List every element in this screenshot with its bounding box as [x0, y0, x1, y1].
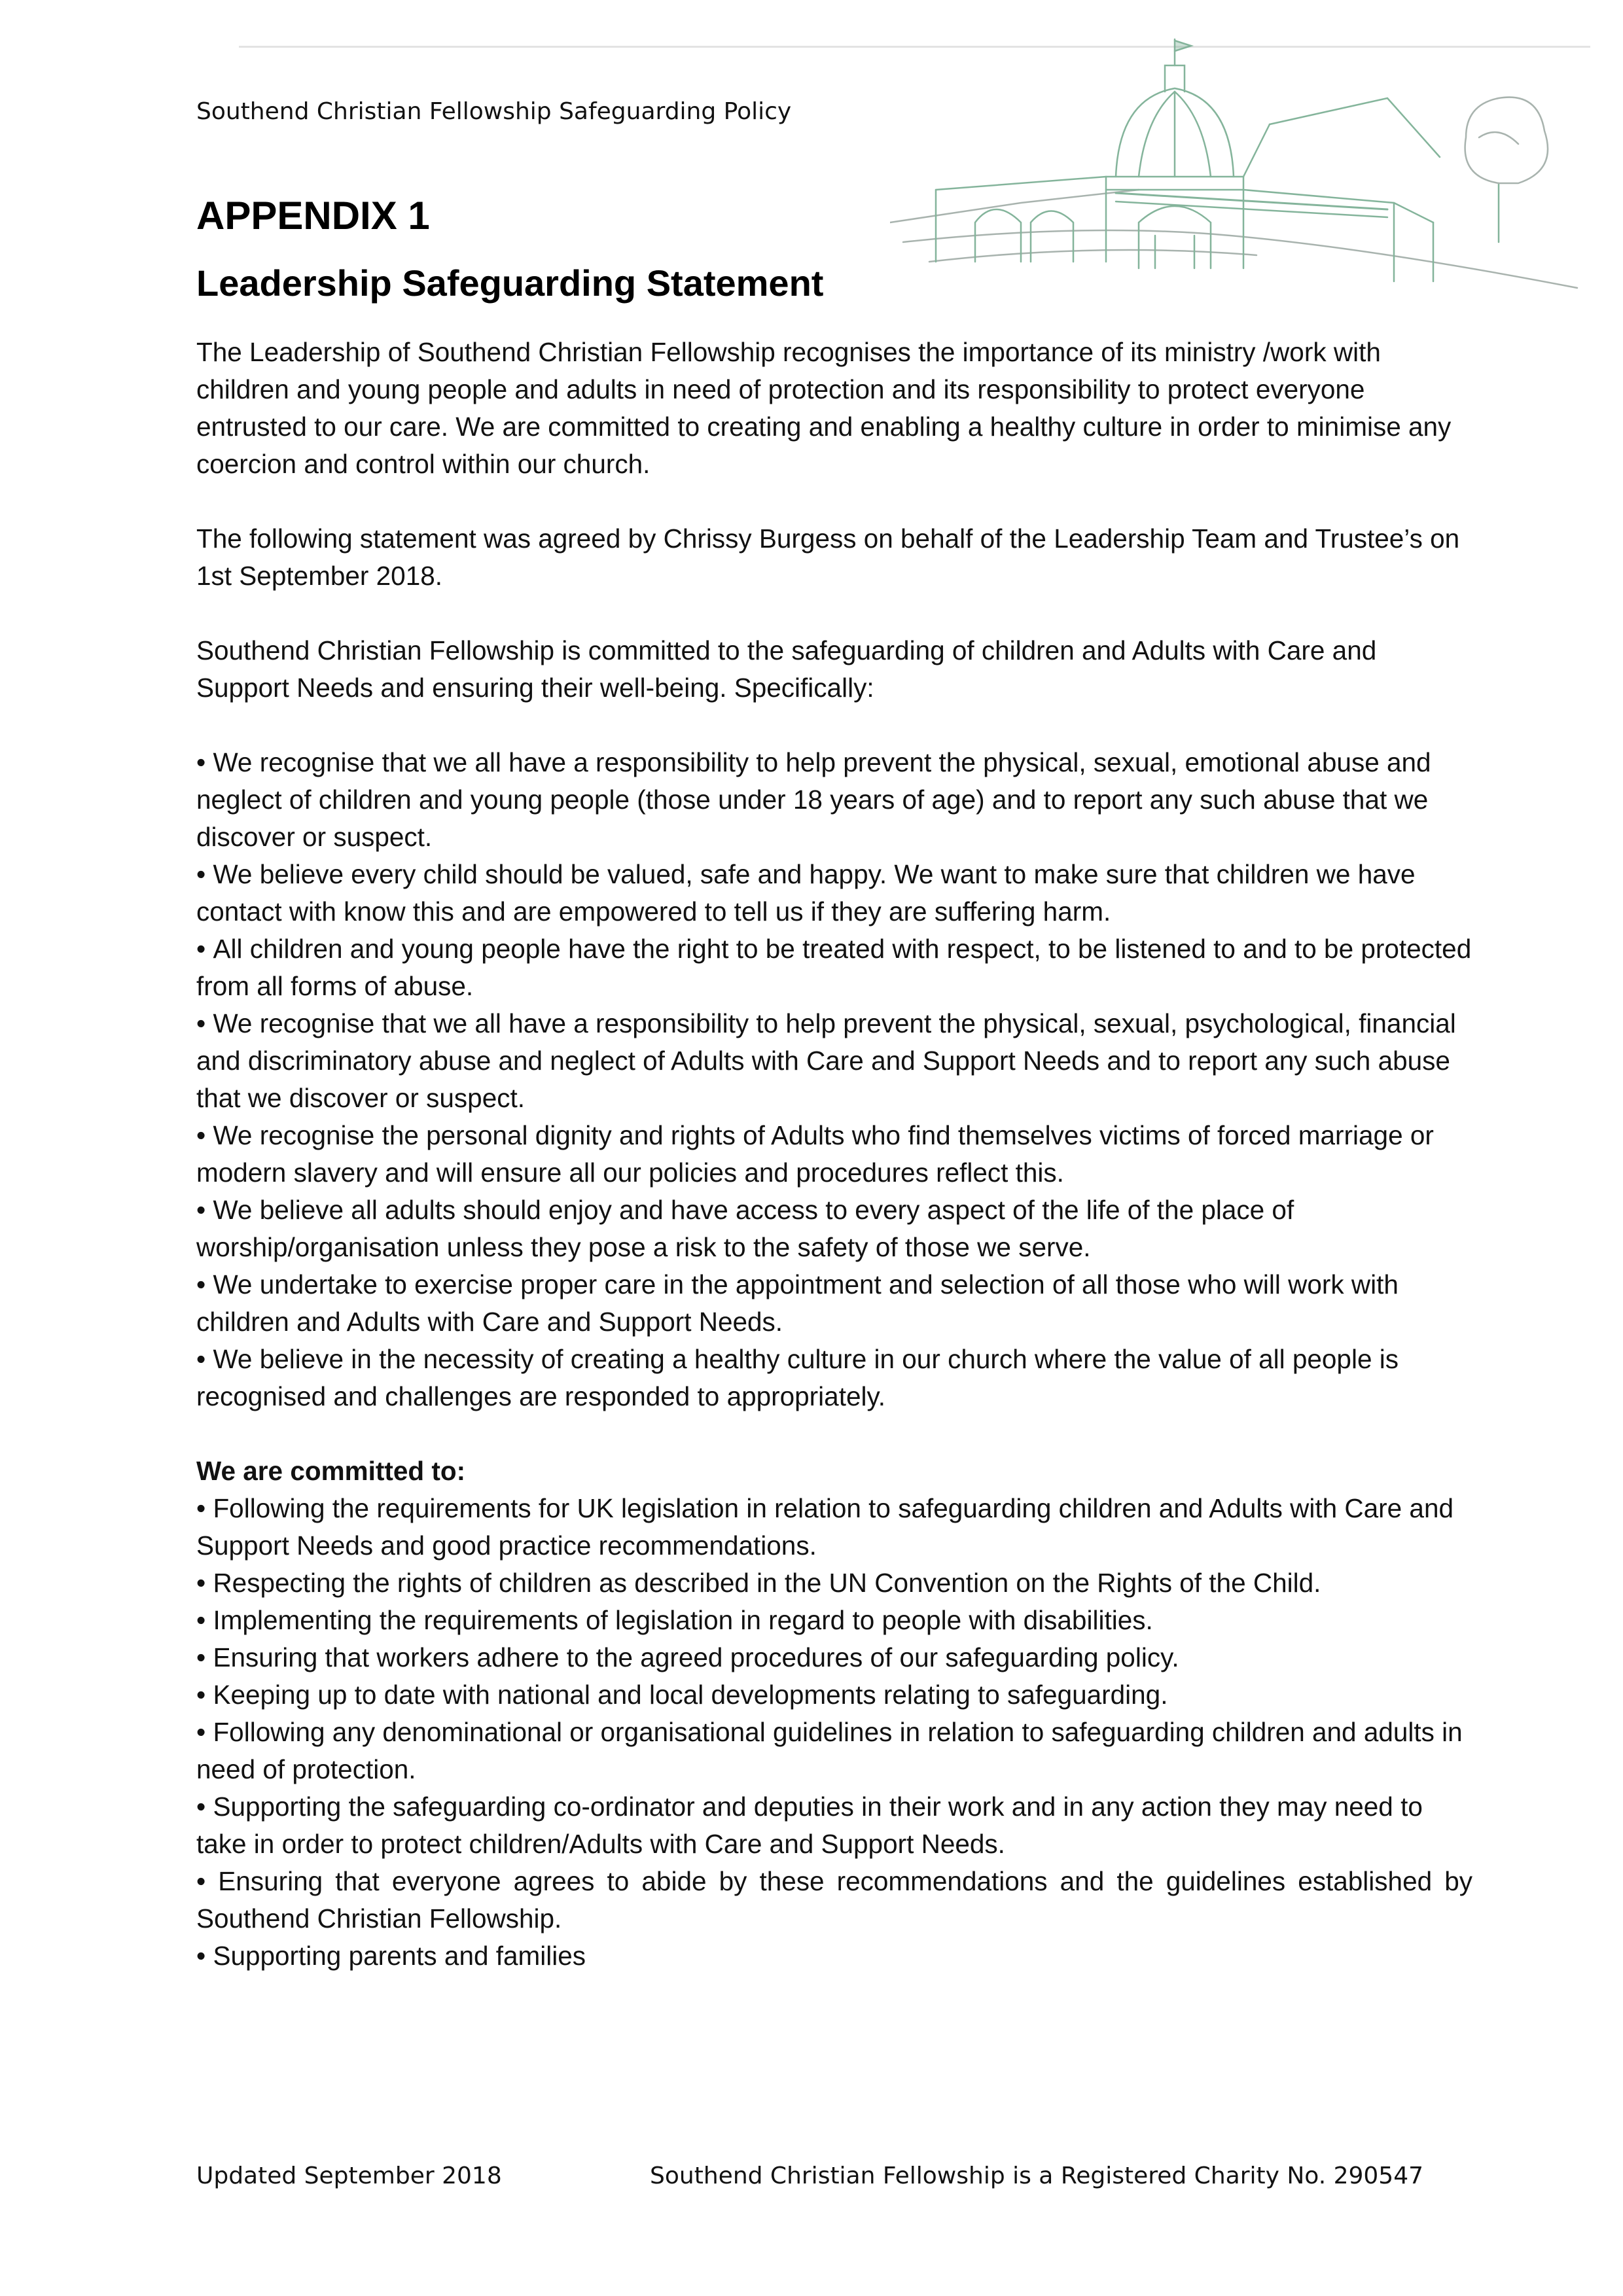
commitments-list: [196, 1490, 1472, 1975]
list-item: • We undertake to exercise proper care in the appointment and selection of all those who will work with children and Adults with Care and Support Needs.: [196, 1266, 1472, 1341]
list-item: • We recognise that we all have a responsibility to help prevent the physical, sexual, emotional abuse and neglect of children and young people (those under 18 years of age) and to report any such abuse that we discover or suspect.: [196, 744, 1472, 856]
statement-title: Leadership Safeguarding Statement: [196, 262, 824, 304]
list-item: • Ensuring that workers adhere to the agreed procedures of our safeguarding policy.: [196, 1639, 1472, 1676]
document-body: [196, 334, 1472, 1975]
list-item: • Supporting the safeguarding co-ordinator and deputies in their work and in any action they may need to take in order to protect children/Adults with Care and Support Needs.: [196, 1788, 1472, 1863]
intro-paragraph: The Leadership of Southend Christian Fellowship recognises the importance of its ministry /work with children and young people and adults in need of protection and its responsibility to protect everyone entrusted to our care. We are committed to creating and enabling a healthy culture in order to minimise any coercion and control within our church.: [196, 337, 1452, 479]
commitment-intro-paragraph: Southend Christian Fellowship is committed to the safeguarding of children and Adults with Care and Support Needs and ensuring their well-being. Specifically:: [196, 635, 1377, 703]
list-item: • We recognise the personal dignity and rights of Adults who find themselves victims of forced marriage or modern slavery and will ensure all our policies and procedures reflect this.: [196, 1117, 1472, 1192]
church-sketch-illustration: [890, 26, 1584, 314]
list-item: • Respecting the rights of children as described in the UN Convention on the Rights of the Child.: [196, 1564, 1472, 1602]
list-item: • We recognise that we all have a responsibility to help prevent the physical, sexual, psychological, financial and discriminatory abuse and neglect of Adults with Care and Support Needs and to report any such abuse that we discover or suspect.: [196, 1005, 1472, 1117]
list-item: • Keeping up to date with national and local developments relating to safeguarding.: [196, 1676, 1472, 1714]
list-item: • We believe every child should be valued, safe and happy. We want to make sure that children we have contact with know this and are empowered to tell us if they are suffering harm.: [196, 856, 1472, 930]
footer-updated: Updated September 2018: [196, 2163, 502, 2189]
appendix-heading: APPENDIX 1: [196, 194, 430, 238]
list-item: • Following the requirements for UK legislation in relation to safeguarding children and Adults with Care and Support Needs and good practice recommendations.: [196, 1490, 1472, 1564]
list-item: • Supporting parents and families: [196, 1937, 1472, 1975]
list-item: • All children and young people have the right to be treated with respect, to be listened to and to be protected from all forms of abuse.: [196, 930, 1472, 1005]
specific-points-list: [196, 744, 1472, 1415]
running-header: Southend Christian Fellowship Safeguarding Policy: [196, 98, 792, 125]
footer-charity-number: Southend Christian Fellowship is a Registered Charity No. 290547: [650, 2163, 1423, 2189]
list-item: • Following any denominational or organisational guidelines in relation to safeguarding children and adults in need of protection.: [196, 1714, 1472, 1788]
agreement-paragraph: The following statement was agreed by Chrissy Burgess on behalf of the Leadership Team and Trustee’s on 1st September 2018.: [196, 523, 1460, 591]
list-item: • Implementing the requirements of legislation in regard to people with disabilities.: [196, 1602, 1472, 1639]
list-item: • We believe all adults should enjoy and have access to every aspect of the life of the place of worship/organisation unless they pose a risk to the safety of those we serve.: [196, 1192, 1472, 1266]
commitments-heading: We are committed to:: [196, 1456, 466, 1486]
list-item: • Ensuring that everyone agrees to abide by these recommendations and the guidelines established by Southend Christian Fellowship.: [196, 1863, 1472, 1937]
list-item: • We believe in the necessity of creating a healthy culture in our church where the value of all people is recognised and challenges are responded to appropriately.: [196, 1341, 1472, 1415]
